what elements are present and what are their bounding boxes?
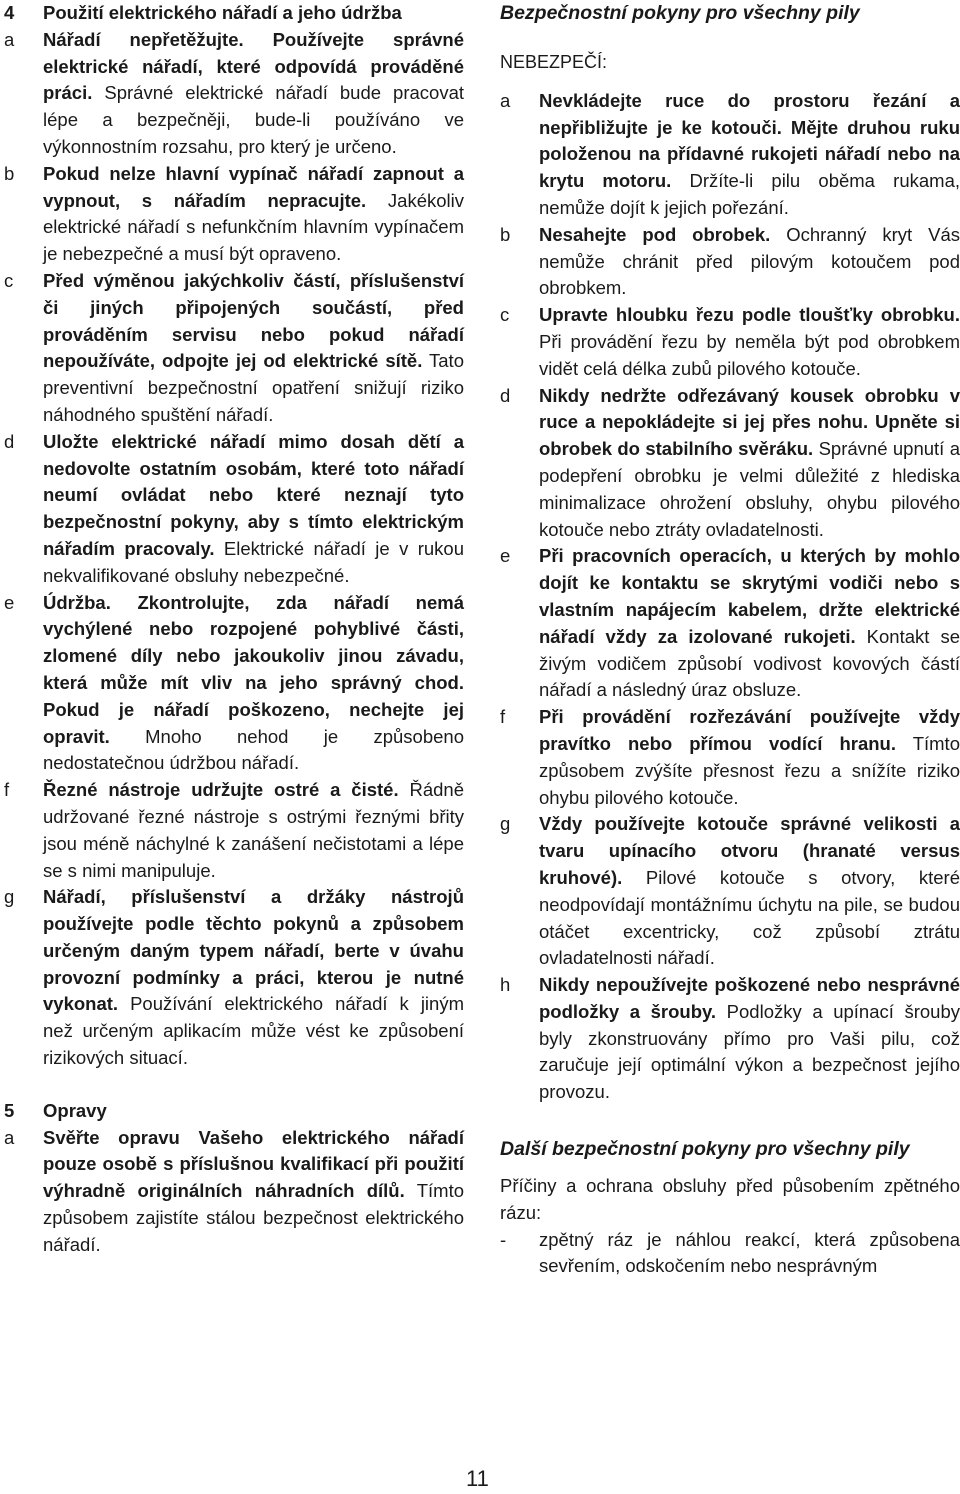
list-item [4, 590, 464, 778]
item-text: Nářadí nepřetěžujte. Používejte správné elektrické nářadí, které odpovídá prováděné práci. Správné elektrické nářadí bude pracovat lépe a bezpečněji, bude-li používáno ve výkonnostním rozsahu, pro který je určeno. [43, 28, 464, 157]
list-item [500, 704, 960, 811]
item-text: Upravte hloubku řezu podle tloušťky obrobku. Při provádění řezu by neměla být pod obrobkem vidět celá délka zubů pilového kotouče. [539, 304, 960, 379]
item-text: Nikdy nedržte odřezávaný kousek obrobku v ruce a nepokládejte si jej přes nohu. Upněte si obrobek do stabilního svěráku. Správné upnutí a podepření obrobku je velmi důležité z hlediska minimalizace ohrožení obsluhy, ohybu pilového kotouče nebo ztráty ovladatelnosti. [539, 384, 960, 540]
item-label: e [4, 591, 15, 613]
section-gap [4, 1072, 464, 1098]
list-item [500, 811, 960, 972]
item-label: g [500, 813, 511, 835]
section-heading: Bezpečnostní pokyny pro všechny pily [500, 2, 860, 24]
item-text: Nesahejte pod obrobek. Ochranný kryt Vás nemůže chránit před pilovým kotoučem pod obrobkem. [539, 223, 960, 299]
item-label: c [500, 304, 510, 326]
item-text: Uložte elektrické nářadí mimo dosah dětí a nedovolte ostatním osobám, které toto nářadí neumí ovládat nebo které neznají tyto bezpečnostní pokyny, aby s tímto elektrickým nářadím pracovaly. Elektrické nářadí je v rukou nekvalifikované obsluhy nebezpečné. [43, 430, 464, 586]
item-label: f [500, 706, 506, 728]
list-item [4, 884, 464, 1072]
list-item [4, 429, 464, 590]
item-text: Nářadí, příslušenství a držáky nástrojů používejte podle těchto pokynů a způsobem určeným daným typem nářadí, berte v úvahu provozní podmínky a práci, kterou je nutné vykonat. Používání elektrického nářadí k jiným než určeným aplikacím může vést ke způsobení rizikových situací. [43, 886, 464, 1069]
item-label: a [4, 1126, 15, 1148]
section-title: Opravy [43, 1099, 107, 1121]
item-text: Nikdy nepoužívejte poškozené nebo nesprávné podložky a šrouby. Podložky a upínací šrouby byly zkonstruovány přímo pro Vaši pilu, což zaručuje její optimální výkon a bezpečnost jejího provozu. [539, 974, 960, 1103]
list-item [500, 543, 960, 704]
danger-label: NEBEZPEČÍ: [500, 52, 608, 72]
list-item [4, 1125, 464, 1259]
list-item [4, 268, 464, 429]
intro-paragraph: Příčiny a ochrana obsluhy před působením zpětného rázu: [500, 1175, 960, 1223]
item-label: f [4, 779, 10, 801]
item-label: d [500, 384, 511, 406]
item-label: h [500, 974, 511, 996]
item-label: a [4, 28, 15, 50]
item-label: c [4, 269, 14, 291]
item-label: d [4, 430, 15, 452]
item-text: Řezné nástroje udržujte ostré a čisté. Řádně udržované řezné nástroje s ostrými řeznými břity jsou méně náchylné k zanášení nečistotami a lépe se s nimi manipuluje. [43, 779, 464, 881]
item-label: e [500, 545, 511, 567]
item-label: g [4, 886, 15, 908]
section-heading-2: Další bezpečnostní pokyny pro všechny pily [500, 1138, 910, 1161]
item-text: Nevkládejte ruce do prostoru řezání a nepřibližujte je ke kotouči. Mějte druhou ruku položenou na přídavné rukojeti nářadí nebo na krytu motoru. Držíte-li pilu oběma rukama, nemůže dojít k jejich pořezání. [539, 89, 960, 218]
bullet-item [500, 1227, 960, 1281]
list-item [4, 777, 464, 884]
item-text: Údržba. Zkontrolujte, zda nářadí nemá vychýlené nebo rozpojené pohyblivé části, zlomené díly nebo jakoukoliv jinou závadu, která může mít vliv na jeho správný chod. Pokud je nářadí poškozeno, nechejte jej opravit. Mnoho nehod je způsobeno nedostatečnou údržbou nářadí. [43, 591, 464, 774]
list-item [500, 302, 960, 382]
right-column [500, 0, 960, 1280]
item-text: Svěřte opravu Vašeho elektrického nářadí pouze osobě s příslušnou kvalifikací při použití výhradně originálních náhradních dílů. Tímto způsobem zajistíte stálou bezpečnost elektrického nářadí. [43, 1126, 464, 1255]
item-label: b [500, 223, 511, 245]
bullet-text: zpětný ráz je náhlou reakcí, která způsobena sevřením, odskočením nebo nesprávným [539, 1228, 960, 1277]
left-column [4, 0, 464, 1259]
item-label: b [4, 162, 15, 184]
section-number: 5 [4, 1099, 15, 1121]
item-text: Před výměnou jakýchkoliv částí, příslušenství či jiných připojených součástí, před prováděním servisu nebo pokud nářadí nepoužíváte, odpojte jej od elektrické sítě. Tato preventivní bezpečnostní opatření snižují riziko náhodného spuštění nářadí. [43, 269, 464, 425]
list-item [500, 88, 960, 222]
item-text: Při provádění rozřezávání používejte vždy pravítko nebo přímou vodící hranu. Tímto způsobem zvýšíte přesnost řezu a snížíte riziko ohybu pilového kotouče. [539, 706, 960, 808]
item-label: a [500, 89, 511, 111]
section-4-heading [4, 0, 464, 27]
section-5-heading [4, 1098, 464, 1125]
list-item [500, 222, 960, 302]
section-title: Použití elektrického nářadí a jeho údržba [43, 2, 402, 23]
section-number: 4 [4, 2, 15, 23]
list-item [500, 383, 960, 544]
item-text: Při pracovních operacích, u kterých by mohlo dojít ke kontaktu se skrytými vodiči nebo s vlastním napájecím kabelem, držte elektrické nářadí vždy za izolované rukojeti. Kontakt se živým vodičem způsobí vodivost kovových částí nářadí a následný úraz obsluze. [539, 545, 960, 701]
list-item [4, 161, 464, 268]
item-text: Vždy používejte kotouče správné velikosti a tvaru upínacího otvoru (hranaté versus kruhové). Pilové kotouče s otvory, které neodpovídají montážnímu úchytu na pile, se budou otáčet excentricky, což způsobí ztrátu ovladatelnosti nářadí. [539, 813, 960, 969]
list-item [4, 27, 464, 161]
bullet-dash: - [500, 1228, 507, 1250]
page-number: 11 [466, 1466, 489, 1491]
list-item [500, 972, 960, 1106]
item-text: Pokud nelze hlavní vypínač nářadí zapnout a vypnout, s nářadím nepracujte. Jakékoliv elektrické nářadí s nefunkčním hlavním vypínačem je nebezpečné a musí být opraveno. [43, 162, 464, 265]
